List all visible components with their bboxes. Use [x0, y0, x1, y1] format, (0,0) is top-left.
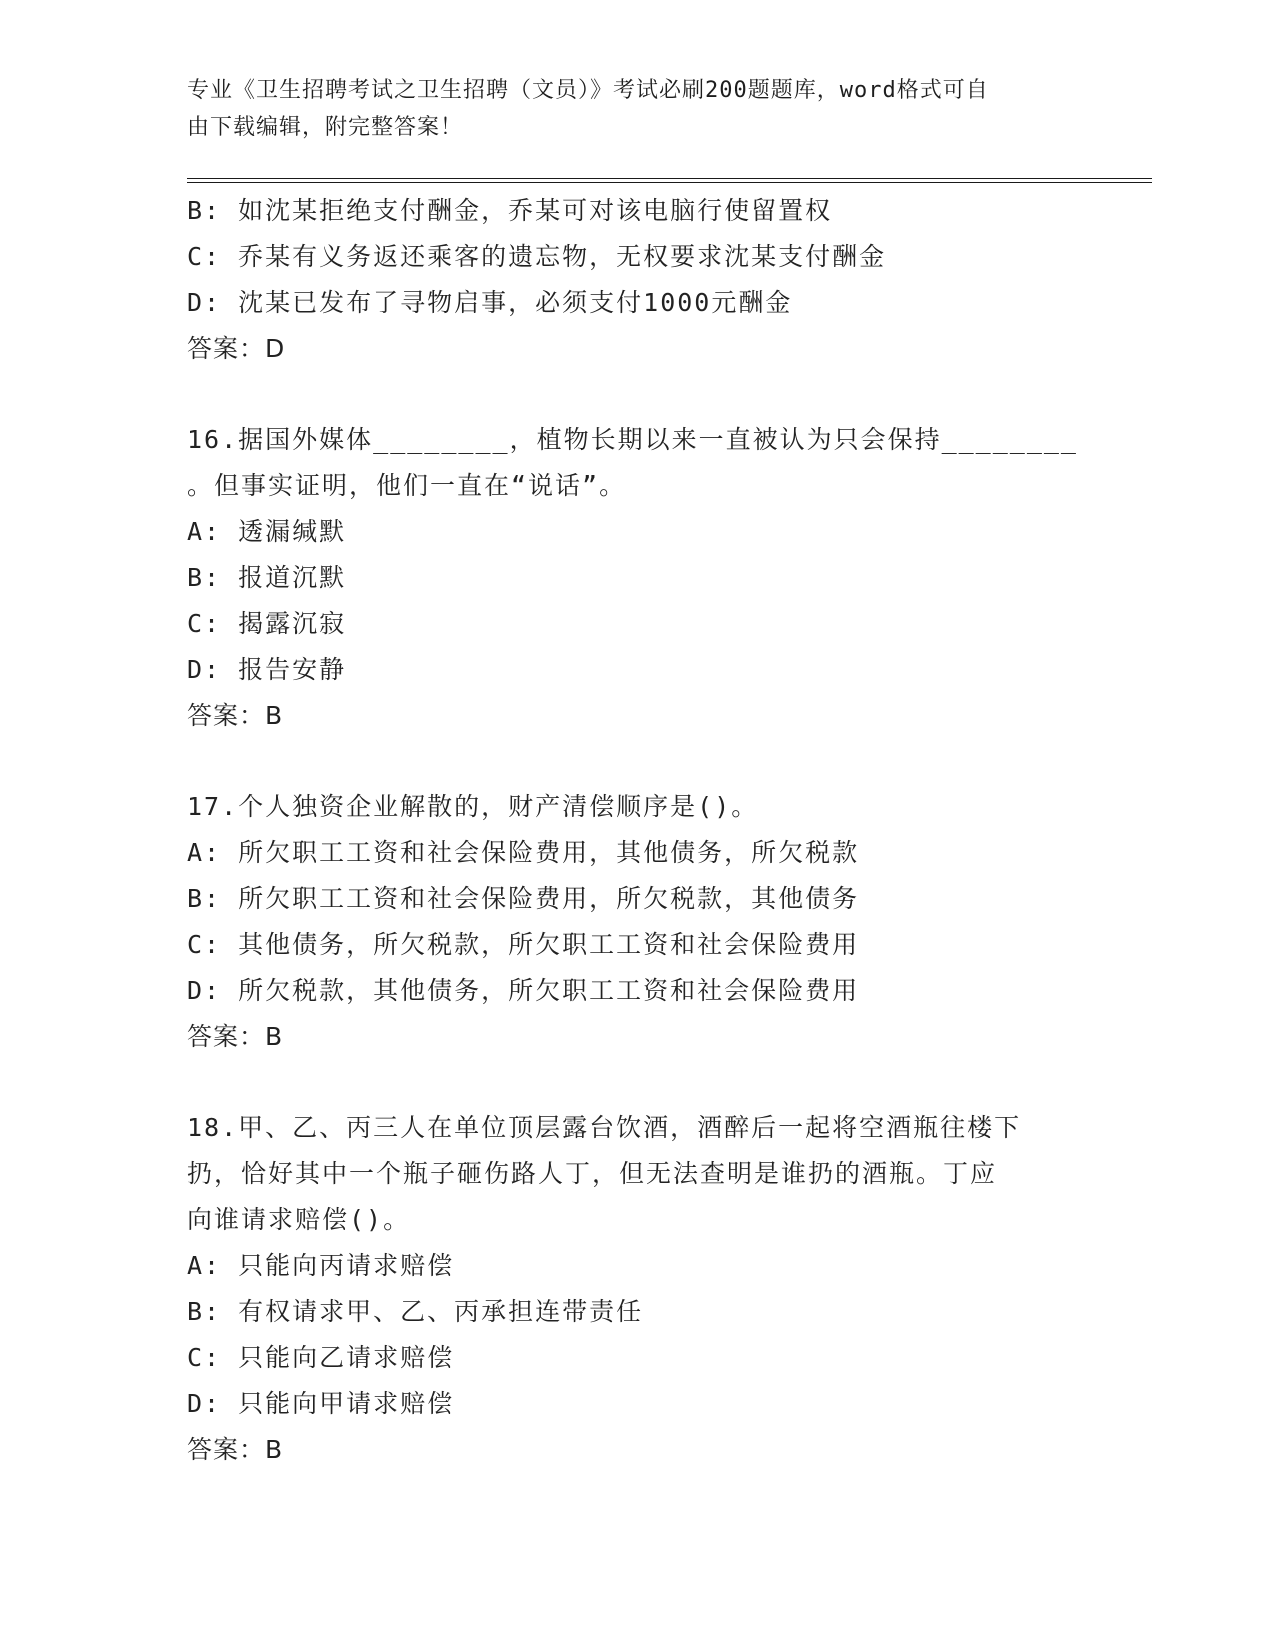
option-a: A: 透漏缄默 — [187, 517, 347, 546]
answer: 答案：D — [187, 334, 286, 363]
question-text-line-1: 18.甲、乙、丙三人在单位顶层露台饮酒，酒醉后一起将空酒瓶往楼下 — [187, 1113, 1022, 1142]
option-b: B: 所欠职工工资和社会保险费用，所欠税款，其他债务 — [187, 884, 860, 913]
question-15 — [187, 188, 1087, 372]
header-line-2: 由下载编辑，附完整答案！ — [187, 115, 464, 140]
option-a: A: 所欠职工工资和社会保险费用，其他债务，所欠税款 — [187, 838, 860, 867]
question-18 — [187, 1105, 1087, 1473]
question-text-line-2: 扔，恰好其中一个瓶子砸伤路人丁，但无法查明是谁扔的酒瓶。丁应 — [187, 1159, 998, 1188]
option-c: C: 其他债务，所欠税款，所欠职工工资和社会保险费用 — [187, 930, 860, 959]
question-16 — [187, 417, 1087, 739]
spacer — [187, 739, 1087, 784]
header-divider-top — [187, 178, 1152, 179]
question-text-line-1: 17.个人独资企业解散的，财产清偿顺序是()。 — [187, 792, 759, 821]
option-c: C: 只能向乙请求赔偿 — [187, 1343, 455, 1372]
question-17 — [187, 784, 1087, 1060]
answer: 答案：B — [187, 1022, 284, 1051]
question-text-line-3: 向谁请求赔偿()。 — [187, 1205, 411, 1234]
option-d: D: 沈某已发布了寻物启事，必须支付1000元酬金 — [187, 288, 793, 317]
option-d: D: 报告安静 — [187, 655, 347, 684]
document-header — [187, 72, 1067, 146]
option-b: B: 有权请求甲、乙、丙承担连带责任 — [187, 1297, 644, 1326]
header-divider-bottom — [187, 182, 1152, 183]
answer: 答案：B — [187, 1435, 284, 1464]
spacer — [187, 372, 1087, 417]
option-d: D: 只能向甲请求赔偿 — [187, 1389, 455, 1418]
header-line-1: 专业《卫生招聘考试之卫生招聘（文员）》考试必刷200题题库，word格式可自 — [187, 78, 989, 103]
option-b: B: 报道沉默 — [187, 563, 347, 592]
option-c: C: 乔某有义务返还乘客的遗忘物，无权要求沈某支付酬金 — [187, 242, 887, 271]
option-a: A: 只能向丙请求赔偿 — [187, 1251, 455, 1280]
spacer — [187, 1060, 1087, 1105]
question-list — [187, 188, 1087, 1473]
answer: 答案：B — [187, 701, 284, 730]
option-c: C: 揭露沉寂 — [187, 609, 347, 638]
option-b: B: 如沈某拒绝支付酬金，乔某可对该电脑行使留置权 — [187, 196, 833, 225]
question-text-line-1: 16.据国外媒体________，植物长期以来一直被认为只会保持________ — [187, 425, 1078, 454]
option-d: D: 所欠税款，其他债务，所欠职工工资和社会保险费用 — [187, 976, 860, 1005]
question-text-line-2: 。但事实证明，他们一直在“说话”。 — [187, 471, 627, 500]
